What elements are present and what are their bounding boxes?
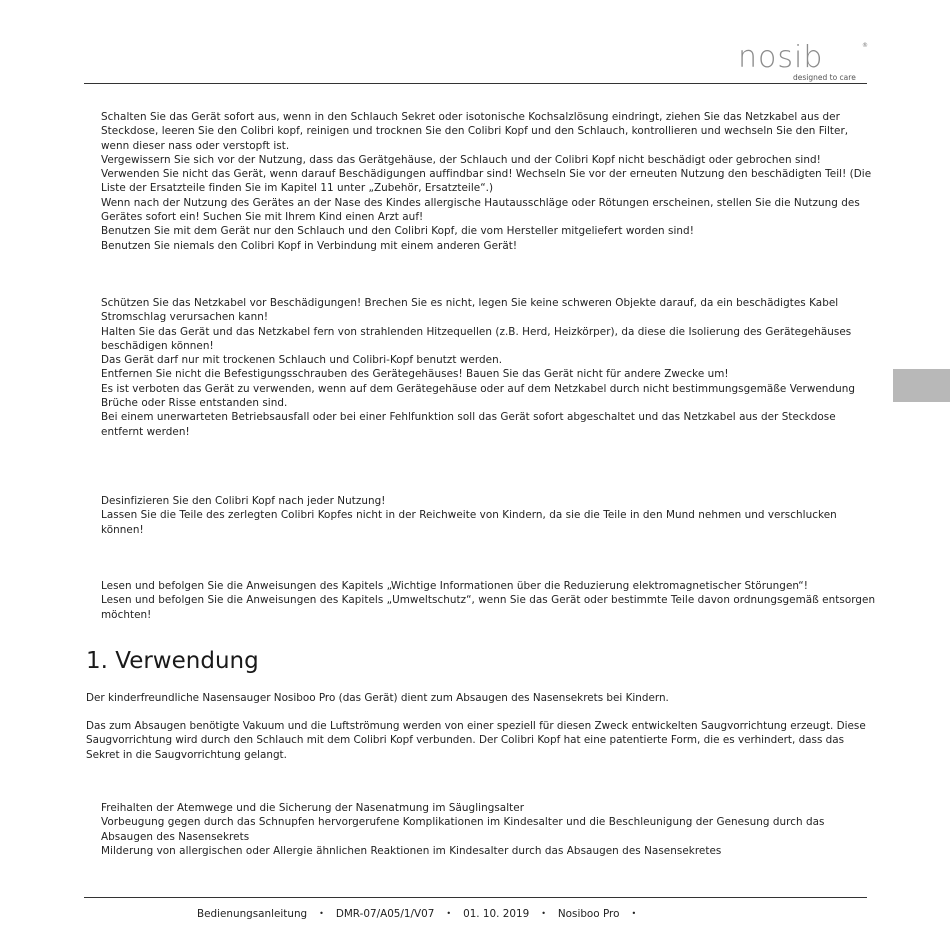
paragraph-text: Das zum Absaugen benötigte Vakuum und die Luftströmung werden von einer speziell für diesen Zweck entwickelten Saugvorrichtung erzeugt. Diese Saugvorrichtung wird durch den Schlauch mit dem Colibri Kopf verbunden. Der Colibri Kopf hat eine patentierte Form, die es verhindert, dass das Sekret in die Saugvorrichtung gelangt.: [86, 720, 866, 761]
paragraph-text: Der kinderfreundliche Nasensauger Nosiboo Pro (das Gerät) dient zum Absaugen des Nasensekrets bei Kindern.: [86, 692, 669, 704]
logo-tagline: designed to care: [793, 73, 856, 82]
warning-group-3: [101, 494, 876, 537]
warning-group-2: [101, 296, 876, 439]
warning-item: Vergewissern Sie sich vor der Nutzung, dass das Gerätgehäuse, der Schlauch und der Colibri Kopf nicht beschädigt oder gebrochen sind! Verwenden Sie nicht das Gerät, wenn darauf Beschädigungen auffindbar sind! Wechseln Sie vor der erneuten Nutzung den beschädigten Teil! (Die Liste der Ersatzteile finden Sie im Kapitel 11 unter „Zubehör, Ersatzteile“.): [101, 153, 872, 195]
use-item: Freihalten der Atemwege und die Sicherung der Nasenatmung im Säuglingsalter: [101, 802, 525, 814]
warning-item: Lesen und befolgen Sie die Anweisungen des Kapitels „Umweltschutz“, wenn Sie das Gerät oder bestimmte Teile davon ordnungsgemäß entsorgen möchten!: [101, 594, 876, 621]
warning-item: Desinfizieren Sie den Colibri Kopf nach jeder Nutzung!: [101, 495, 386, 507]
warning-item: Schalten Sie das Gerät sofort aus, wenn in den Schlauch Sekret oder isotonische Kochsalzlösung eindringt, ziehen Sie das Netzkabel aus der Steckdose, leeren Sie den Colibri kopf, reinigen und trocknen Sie den Colibri Kopf und den Schlauch, kontrollieren und wechseln Sie den Filter, wenn dieser nass oder verstopft ist.: [101, 111, 849, 152]
warning-item: Lassen Sie die Teile des zerlegten Colibri Kopfes nicht in der Reichweite von Kindern, da sie die Teile in den Mund nehmen und verschlucken können!: [101, 509, 837, 536]
footer-rule: [84, 897, 867, 898]
footer-separator: •: [446, 909, 452, 918]
description-paragraph: [86, 719, 876, 762]
uses-list: [101, 801, 876, 858]
footer-separator: •: [541, 909, 546, 918]
chapter-side-tab: [893, 369, 950, 402]
warning-group-4: [101, 579, 876, 622]
footer-date: 01. 10. 2019: [463, 908, 530, 920]
footer-doc-code: DMR-07/A05/1/V07: [335, 908, 435, 920]
warning-item: Lesen und befolgen Sie die Anweisungen des Kapitels „Wichtige Informationen über die Reduzierung elektromagnetischer Störungen“!: [101, 580, 808, 592]
warning-item: Benutzen Sie niemals den Colibri Kopf in Verbindung mit einem anderen Gerät!: [101, 239, 518, 252]
brand-logo: [738, 40, 868, 84]
logo-wordmark: nosib: [738, 40, 824, 75]
warning-item: Das Gerät darf nur mit trockenen Schlauch und Colibri-Kopf benutzt werden.: [101, 354, 503, 367]
warning-item: Benutzen Sie mit dem Gerät nur den Schlauch und den Colibri Kopf, die vom Hersteller mitgeliefert worden sind!: [101, 225, 694, 238]
warning-item: Wenn nach der Nutzung des Gerätes an der Nase des Kindes allergische Hautausschläge oder Rötungen erscheinen, stellen Sie die Nutzung des Gerätes sofort ein! Suchen Sie mit Ihrem Kind einen Arzt auf!: [101, 196, 860, 224]
section-heading: 1. Verwendung: [86, 648, 259, 674]
footer-separator: •: [631, 909, 637, 918]
warning-item: Halten Sie das Gerät und das Netzkabel fern von strahlenden Hitzequellen (z.B. Herd, Heizkörper), da diese die Isolierung des Gerätegehäuses beschädigen können!: [101, 325, 852, 352]
use-item: Milderung von allergischen oder Allergie ähnlichen Reaktionen im Kindesalter durch das Absaugen des Nasensekretes: [101, 844, 722, 857]
use-item: Vorbeugung gegen durch das Schnupfen hervorgerufene Komplikationen im Kindesalter und die Beschleunigung der Genesung durch das Absaugen des Nasensekrets: [101, 816, 825, 843]
footer-separator: •: [319, 909, 324, 918]
warning-item: Entfernen Sie nicht die Befestigungsschrauben des Gerätegehäuses! Bauen Sie das Gerät nicht für andere Zwecke um!: [101, 368, 729, 381]
warning-group-1: [101, 110, 876, 253]
footer-product: Nosiboo Pro: [557, 908, 620, 920]
footer-doc-type: Bedienungsanleitung: [197, 908, 308, 920]
intro-paragraph: [86, 691, 876, 705]
header-rule: [84, 83, 867, 84]
logo-registered-mark: ®: [862, 42, 868, 49]
warning-item: Schützen Sie das Netzkabel vor Beschädigungen! Brechen Sie es nicht, legen Sie keine schweren Objekte darauf, da ein beschädigtes Kabel Stromschlag verursachen kann!: [101, 297, 839, 324]
page-footer: [197, 907, 648, 921]
warning-item: Es ist verboten das Gerät zu verwenden, wenn auf dem Gerätegehäuse oder auf dem Netzkabel durch nicht bestimmungsgemäße Verwendung Brüche oder Risse entstanden sind.: [101, 382, 856, 410]
warning-item: Bei einem unerwarteten Betriebsausfall oder bei einer Fehlfunktion soll das Gerät sofort abgeschaltet und das Netzkabel aus der Steckdose entfernt werden!: [101, 411, 836, 438]
